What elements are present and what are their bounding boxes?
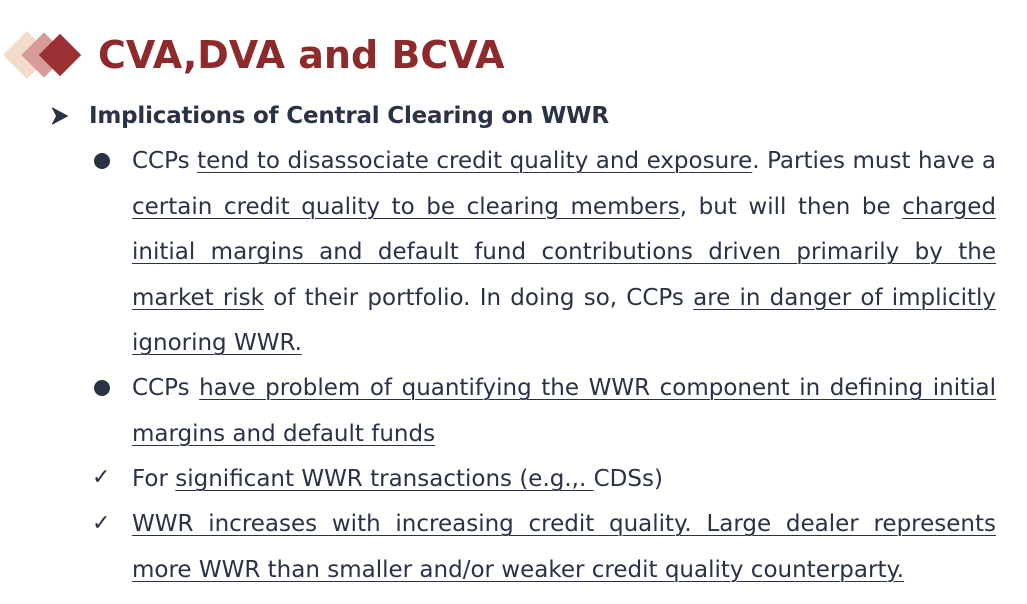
filled-circle-bullet-icon	[92, 151, 112, 171]
arrow-bullet-icon	[48, 105, 70, 127]
underlined-text: certain credit quality to be clearing members	[132, 193, 680, 220]
item-text: CDSs)	[593, 466, 663, 492]
section-heading: Implications of Central Clearing on WWR	[89, 103, 609, 129]
diamond-logo-icon	[4, 30, 84, 82]
section-heading-row	[48, 98, 609, 134]
underlined-text: tend to disassociate credit quality and exposure	[197, 148, 753, 174]
item-text: For	[132, 466, 176, 492]
checkmark-icon: ✓	[92, 511, 111, 536]
underlined-text: WWR increases with increasing credit quality. Large dealer represents more WWR than smaller and/or weaker credit quality counterparty.	[132, 511, 996, 583]
item-text: , but will then be	[679, 193, 903, 220]
list-item-wwr-credit-quality	[132, 502, 996, 593]
item-text: . Parties must have a	[752, 148, 996, 174]
list-item-ccp-quantifying-wwr	[132, 366, 996, 457]
list-item-ccp-credit-quality	[132, 139, 996, 367]
underlined-text: charged initial margins and default fund contributions driven primarily by the market risk	[132, 193, 996, 311]
slide-title: CVA,DVA and BCVA	[98, 33, 505, 77]
list-item-significant-wwr	[132, 457, 996, 503]
item-text: of their portfolio. In doing so, CCPs	[264, 284, 694, 311]
underlined-text: are in danger of implicitly ignoring WWR.	[132, 284, 996, 356]
underlined-text: significant WWR transactions (e.g.,.	[175, 466, 594, 492]
item-text: CCPs	[132, 375, 200, 401]
filled-circle-bullet-icon	[92, 378, 112, 398]
checkmark-icon: ✓	[92, 465, 111, 490]
item-text: CCPs	[132, 148, 198, 174]
underlined-text: have problem of quantifying the WWR component in defining initial margins and default funds	[132, 375, 996, 447]
